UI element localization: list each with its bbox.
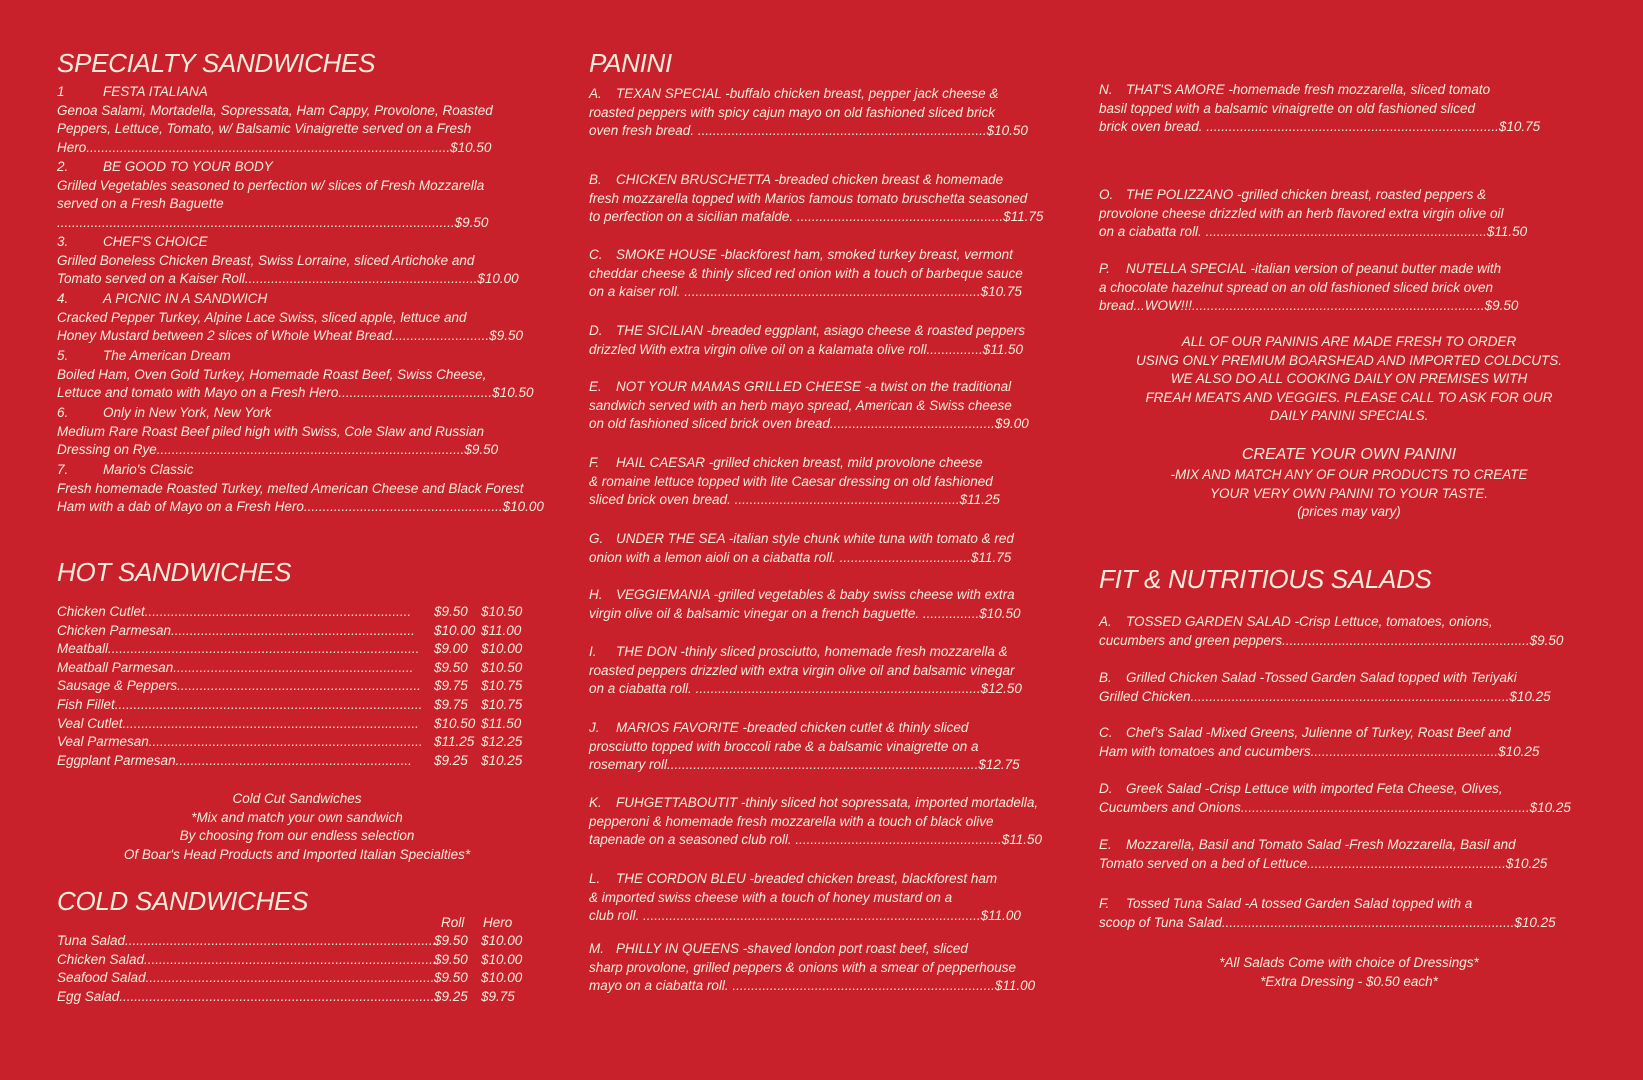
- panini-item: [1099, 81, 1589, 137]
- panini-description-line: oven fresh bread. .............................................................................$10.50: [589, 123, 1028, 138]
- item-letter: F.: [589, 455, 600, 470]
- item-letter: A.: [1099, 614, 1112, 629]
- panini-item: [589, 643, 1079, 699]
- panini-item-title-line: [589, 378, 1079, 397]
- sandwich-name: Tuna Salad...................................................................................: [57, 933, 437, 948]
- small-price: $9.00: [434, 641, 468, 657]
- item-letter: A.: [589, 86, 602, 101]
- specialty-item-title: [57, 290, 547, 309]
- hot-sandwiches-heading: HOT SANDWICHES: [57, 557, 292, 587]
- item-name: CHEF'S CHOICE: [103, 234, 208, 249]
- item-letter: N.: [1099, 82, 1113, 97]
- salad-name: Grilled Chicken Salad -Tossed Garden Salad topped with Teriyaki: [1126, 670, 1517, 685]
- specialty-item-title: [57, 404, 547, 423]
- item-description-line: ..........................................................................................................$9.50: [57, 214, 489, 230]
- item-description-line: Peppers, Lettuce, Tomato, w/ Balsamic Vinaigrette served on a Fresh: [57, 121, 472, 136]
- sandwich-name: Eggplant Parmesan...............................................................: [57, 752, 412, 768]
- item-description-line: Hero.................................................................................................$10.50: [57, 139, 492, 155]
- roll-price: $9.25: [434, 988, 468, 1004]
- small-price: $9.50: [434, 659, 468, 675]
- panini-item: [589, 378, 1079, 434]
- sandwich-name: Chicken Cutlet.......................................................................: [57, 604, 412, 619]
- item-name: Mario's Classic: [103, 462, 194, 477]
- item-letter: F.: [1099, 896, 1110, 911]
- specialty-item-title: [57, 461, 547, 480]
- large-price: $10.25: [481, 752, 523, 768]
- panini-description-line: roasted peppers with spicy cajun mayo on old fashioned sliced brick: [589, 104, 995, 120]
- panini-description-line: brick oven bread. ..............................................................................$10.75: [1099, 119, 1541, 134]
- note-line: Of Boar's Head Products and Imported Italian Specialties*: [123, 846, 471, 862]
- item-letter: C.: [1099, 725, 1113, 740]
- panini-description-line: sandwich served with an herb mayo spread, American & Swiss cheese: [589, 397, 1012, 413]
- large-price: $11.00: [481, 622, 522, 638]
- item-description-line: Dressing on Rye..................................................................................$9.50: [57, 442, 499, 457]
- salad-name: Chef's Salad -Mixed Greens, Julienne of Turkey, Roast Beef and: [1126, 725, 1511, 740]
- salad-item: [1099, 895, 1599, 932]
- panini-item: [589, 246, 1079, 302]
- specialty-item: [57, 83, 547, 157]
- panini-description-line: provolone cheese drizzled with an herb flavored extra virgin olive oil: [1099, 205, 1504, 221]
- create-line: (prices may vary): [1297, 504, 1401, 519]
- salad-item: [1099, 724, 1599, 761]
- panini-description-line: to perfection on a sicilian mafalde. .......................................................$11.75: [589, 209, 1044, 224]
- panini-description-line: sliced brick oven bread. ............................................................$11.25: [589, 492, 1000, 507]
- salad-description-line: Ham with tomatoes and cucumbers..................................................$10.25: [1099, 743, 1540, 759]
- salad-item-title-line: [1099, 724, 1599, 743]
- salad-name: Tossed Tuna Salad -A tossed Garden Salad topped with a: [1126, 896, 1473, 911]
- item-letter: M.: [589, 941, 604, 956]
- panini-name: FUHGETTABOUTIT -thinly sliced hot sopressata, imported mortadella,: [616, 795, 1039, 810]
- item-number: 1: [57, 84, 65, 99]
- specialty-item: [57, 290, 547, 346]
- panini-item: [589, 454, 1079, 510]
- salad-description-line: Cucumbers and Onions.............................................................................$10.25: [1099, 799, 1571, 815]
- note-line: Cold Cut Sandwiches: [232, 791, 362, 806]
- small-price: $10.50: [434, 715, 476, 731]
- panini-item: [589, 530, 1079, 567]
- panini-description-line: sharp provolone, grilled peppers & onions with a smear of pepperhouse: [589, 959, 1017, 975]
- salad-dressing-note: [1099, 954, 1599, 991]
- item-description-line: Lettuce and tomato with Mayo on a Fresh Hero.........................................$10.50: [57, 385, 534, 400]
- item-letter: B.: [1099, 670, 1112, 685]
- specialty-item: [57, 461, 547, 517]
- panini-name: THE DON -thinly sliced prosciutto, homemade fresh mozzarella &: [616, 644, 1008, 659]
- panini-description-line: a chocolate hazelnut spread on an old fashioned sliced brick oven: [1099, 279, 1494, 295]
- item-letter: C.: [589, 247, 603, 262]
- panini-item: [589, 171, 1079, 227]
- panini-item-title-line: [589, 719, 1079, 738]
- cold-cut-note: [57, 790, 537, 864]
- item-letter: O.: [1099, 187, 1114, 202]
- salad-name: Mozzarella, Basil and Tomato Salad -Fresh Mozzarella, Basil and: [1126, 837, 1516, 852]
- panini-item-title-line: [589, 586, 1079, 605]
- notice-line: FREAH MEATS AND VEGGIES. PLEASE CALL TO ASK FOR OUR: [1145, 389, 1553, 405]
- specialty-item: [57, 233, 547, 289]
- create-line: -MIX AND MATCH ANY OF OUR PRODUCTS TO CREATE: [1170, 467, 1528, 482]
- salads-heading: FIT & NUTRITIOUS SALADS: [1099, 564, 1432, 594]
- panini-name: SMOKE HOUSE -blackforest ham, smoked turkey breast, vermont: [616, 247, 1013, 262]
- salad-description-line: scoop of Tuna Salad..............................................................................$10.25: [1099, 914, 1556, 930]
- panini-name: THAT'S AMORE -homemade fresh mozzarella, sliced tomato: [1126, 82, 1491, 97]
- item-letter: G.: [589, 531, 604, 546]
- item-description-line: Genoa Salami, Mortadella, Sopressata, Ham Cappy, Provolone, Roasted: [57, 102, 493, 118]
- panini-item-title-line: [589, 85, 1079, 104]
- panini-item-title-line: [589, 322, 1079, 341]
- item-description-line: served on a Fresh Baguette: [57, 196, 224, 211]
- item-letter: D.: [589, 323, 603, 338]
- panini-item: [589, 870, 1079, 926]
- item-description-line: Boiled Ham, Oven Gold Turkey, Homemade Roast Beef, Swiss Cheese,: [57, 366, 487, 382]
- panini-item-title-line: [589, 643, 1079, 662]
- salad-item-title-line: [1099, 669, 1599, 688]
- sandwich-name: Chicken Parmesan.................................................................: [57, 622, 415, 638]
- panini-name: NUTELLA SPECIAL -italian version of peanut butter made with: [1126, 261, 1502, 276]
- panini-description-line: basil topped with a balsamic vinaigrette on old fashioned sliced: [1099, 100, 1475, 116]
- hero-price: $10.00: [481, 951, 523, 967]
- panini-item-title-line: [1099, 81, 1589, 100]
- panini-item: [589, 322, 1079, 359]
- panini-item: [1099, 186, 1589, 242]
- panini-item-title-line: [589, 171, 1079, 190]
- small-price: $9.25: [434, 752, 468, 768]
- notice-line: WE ALSO DO ALL COOKING DAILY ON PREMISES WITH: [1170, 371, 1528, 386]
- cold-sandwich-row: [57, 989, 537, 1008]
- panini-description-line: on a ciabatta roll. ............................................................................$12.50: [589, 681, 1022, 696]
- panini-description-line: roasted peppers drizzled with extra virgin olive oil and balsamic vinegar: [589, 662, 1015, 678]
- small-price: $11.25: [434, 734, 475, 750]
- note-line: By choosing from our endless selection: [179, 828, 415, 843]
- cold-roll-header: Roll: [441, 915, 465, 930]
- panini-description-line: cheddar cheese & thinly sliced red onion with a touch of barbeque sauce: [589, 265, 1023, 281]
- hot-sandwich-row: [57, 660, 537, 679]
- item-letter: E.: [589, 379, 602, 394]
- item-description-line: Grilled Boneless Chicken Breast, Swiss Lorraine, sliced Artichoke and: [57, 252, 475, 268]
- sandwich-name: Chicken Salad..............................................................................: [57, 951, 437, 967]
- roll-price: $9.50: [434, 970, 468, 986]
- item-letter: H.: [589, 587, 603, 602]
- panini-item: [589, 586, 1079, 623]
- panini-item-title-line: [1099, 260, 1589, 279]
- hot-sandwich-row: [57, 623, 537, 642]
- roll-price: $9.50: [434, 933, 468, 948]
- sandwich-name: Meatball...................................................................................: [57, 641, 420, 657]
- large-price: $11.50: [481, 715, 522, 731]
- panini-name: NOT YOUR MAMAS GRILLED CHEESE -a twist on the traditional: [616, 379, 1012, 394]
- panini-name: VEGGIEMANIA -grilled vegetables & baby swiss cheese with extra: [616, 587, 1015, 602]
- hot-sandwich-row: [57, 697, 537, 716]
- salad-item: [1099, 669, 1599, 706]
- item-number: 6.: [57, 405, 69, 420]
- item-number: 5.: [57, 348, 69, 363]
- panini-description-line: pepperoni & homemade fresh mozzarella with a touch of black olive: [589, 813, 994, 829]
- item-number: 4.: [57, 291, 69, 306]
- panini-description-line: on a kaiser roll. ...............................................................................$10.75: [589, 284, 1022, 299]
- specialty-item-title: [57, 83, 547, 102]
- panini-description-line: & imported swiss cheese with a touch of honey mustard on a: [589, 889, 953, 905]
- specialty-item-title: [57, 233, 547, 252]
- item-letter: K.: [589, 795, 602, 810]
- panini-item-title-line: [589, 870, 1079, 889]
- hot-sandwich-row: [57, 734, 537, 753]
- roll-price: $9.50: [434, 951, 468, 967]
- item-letter: I.: [589, 644, 597, 659]
- salad-item: [1099, 780, 1599, 817]
- panini-description-line: prosciutto topped with broccoli rabe & a balsamic vinaigrette on a: [589, 738, 979, 754]
- panini-description-line: on old fashioned sliced brick oven bread............................................$9.00: [589, 416, 1029, 431]
- specialty-item: [57, 404, 547, 460]
- panini-item: [589, 940, 1079, 996]
- item-letter: J.: [589, 720, 600, 735]
- panini-name: TEXAN SPECIAL -buffalo chicken breast, pepper jack cheese &: [616, 86, 999, 101]
- create-your-own-panini-text: [1099, 466, 1599, 522]
- panini-description-line: onion with a lemon aioli on a ciabatta roll. ...................................$11.75: [589, 549, 1012, 565]
- cold-sandwich-row: [57, 952, 537, 971]
- small-price: $9.50: [434, 604, 468, 619]
- large-price: $10.50: [481, 604, 523, 619]
- salad-item-title-line: [1099, 836, 1599, 855]
- panini-name: THE POLIZZANO -grilled chicken breast, roasted peppers &: [1126, 187, 1487, 202]
- item-letter: B.: [589, 172, 602, 187]
- salad-description-line: Grilled Chicken.....................................................................................$10.25: [1099, 688, 1551, 704]
- sandwich-name: Fish Fillet..................................................................................: [57, 697, 423, 712]
- item-number: 7.: [57, 462, 69, 477]
- salad-item: [1099, 613, 1599, 650]
- large-price: $10.75: [481, 678, 523, 694]
- notice-line: USING ONLY PREMIUM BOARSHEAD AND IMPORTED COLDCUTS.: [1135, 352, 1563, 368]
- specialty-sandwiches-heading: SPECIALTY SANDWICHES: [57, 48, 376, 78]
- cold-hero-header: Hero: [483, 915, 513, 930]
- specialty-item: [57, 158, 547, 232]
- sandwich-name: Veal Cutlet...............................................................................: [57, 715, 419, 731]
- panini-name: THE CORDON BLEU -breaded chicken breast, blackforest ham: [616, 871, 998, 886]
- panini-name: CHICKEN BRUSCHETTA -breaded chicken breast & homemade: [616, 172, 1004, 187]
- sandwich-name: Sausage & Peppers.................................................................: [57, 678, 421, 694]
- salad-item-title-line: [1099, 780, 1599, 799]
- item-letter: L.: [589, 871, 601, 886]
- item-description-line: Medium Rare Roast Beef piled high with Swiss, Cole Slaw and Russian: [57, 423, 484, 439]
- panini-description-line: bread...WOW!!!..............................................................................$9.50: [1099, 298, 1519, 313]
- item-name: FESTA ITALIANA: [103, 84, 208, 99]
- notice-line: ALL OF OUR PANINIS ARE MADE FRESH TO ORDER: [1181, 334, 1517, 349]
- sandwich-name: Seafood Salad..............................................................................: [57, 970, 439, 986]
- item-name: A PICNIC IN A SANDWICH: [103, 291, 268, 306]
- hot-sandwich-row: [57, 716, 537, 735]
- panini-description-line: on a ciabatta roll. ...........................................................................$11.50: [1099, 224, 1528, 239]
- panini-description-line: & romaine lettuce topped with lite Caesar dressing on old fashioned: [589, 473, 993, 489]
- create-your-own-panini-heading: CREATE YOUR OWN PANINI: [1241, 446, 1457, 463]
- hero-price: $9.75: [481, 988, 515, 1004]
- item-letter: D.: [1099, 781, 1113, 796]
- panini-name: UNDER THE SEA -italian style chunk white tuna with tomato & red: [616, 531, 1014, 546]
- item-letter: E.: [1099, 837, 1112, 852]
- salad-item-title-line: [1099, 613, 1599, 632]
- panini-item: [589, 719, 1079, 775]
- small-price: $9.75: [434, 678, 468, 694]
- item-number: 3.: [57, 234, 69, 249]
- panini-item-title-line: [1099, 186, 1589, 205]
- panini-name: PHILLY IN QUEENS -shaved london port roast beef, sliced: [616, 941, 968, 956]
- salad-description-line: cucumbers and green peppers..................................................................$9.50: [1099, 632, 1564, 648]
- sandwich-name: Egg Salad.....................................................................................: [57, 988, 439, 1004]
- panini-description-line: virgin olive oil & balsamic vinegar on a french baguette. ...............$10.50: [589, 605, 1021, 621]
- sandwich-name: Meatball Parmesan................................................................: [57, 659, 414, 675]
- panini-description-line: mayo on a ciabatta roll. ......................................................................$11.00: [589, 978, 1036, 993]
- salad-item-title-line: [1099, 895, 1599, 914]
- large-price: $10.75: [481, 697, 523, 712]
- panini-item: [589, 85, 1079, 141]
- small-price: $9.75: [434, 697, 468, 712]
- small-price: $10.00: [434, 622, 476, 638]
- item-name: Only in New York, New York: [103, 405, 272, 420]
- panini-item-title-line: [589, 246, 1079, 265]
- panini-heading: PANINI: [589, 48, 672, 78]
- hot-sandwich-row: [57, 678, 537, 697]
- panini-notice: [1099, 333, 1599, 426]
- notice-line: DAILY PANINI SPECIALS.: [1269, 408, 1429, 423]
- hero-price: $10.00: [481, 970, 523, 986]
- panini-description-line: club roll. ..........................................................................................$11.00: [589, 908, 1021, 923]
- salad-note-line: *All Salads Come with choice of Dressings*: [1219, 955, 1479, 970]
- salad-item: [1099, 836, 1599, 873]
- salad-note-line: *Extra Dressing - $0.50 each*: [1260, 973, 1438, 989]
- panini-item-title-line: [589, 530, 1079, 549]
- panini-name: THE SICILIAN -breaded eggplant, asiago cheese & roasted peppers: [616, 323, 1025, 338]
- specialty-item-title: [57, 158, 547, 177]
- cold-sandwich-row: [57, 933, 537, 952]
- large-price: $12.25: [481, 734, 523, 750]
- panini-item-title-line: [589, 794, 1079, 813]
- item-letter: P.: [1099, 261, 1111, 276]
- cold-sandwiches-heading: COLD SANDWICHES: [57, 886, 309, 916]
- cold-sandwich-row: [57, 970, 537, 989]
- hot-sandwich-row: [57, 604, 537, 623]
- item-description-line: Honey Mustard between 2 slices of Whole Wheat Bread..........................$9.50: [57, 328, 523, 343]
- panini-item: [1099, 260, 1589, 316]
- salad-name: Greek Salad -Crisp Lettuce with imported Feta Cheese, Olives,: [1126, 781, 1503, 796]
- item-name: The American Dream: [103, 348, 231, 363]
- panini-description-line: fresh mozzarella topped with Marios famous tomato bruschetta seasoned: [589, 190, 1028, 206]
- salad-description-line: Tomato served on a bed of Lettuce.....................................................$10.25: [1099, 855, 1548, 871]
- panini-item-title-line: [589, 454, 1079, 473]
- salad-name: TOSSED GARDEN SALAD -Crisp Lettuce, tomatoes, onions,: [1126, 614, 1493, 629]
- panini-description-line: rosemary roll...................................................................................$12.75: [589, 757, 1020, 772]
- item-name: BE GOOD TO YOUR BODY: [103, 159, 273, 174]
- item-description-line: Tomato served on a Kaiser Roll..............................................................$10.00: [57, 271, 519, 286]
- item-description-line: Cracked Pepper Turkey, Alpine Lace Swiss, sliced apple, lettuce and: [57, 309, 467, 325]
- item-number: 2.: [57, 159, 69, 174]
- panini-item: [589, 794, 1079, 850]
- sandwich-name: Veal Parmesan.........................................................................: [57, 734, 423, 750]
- panini-item-title-line: [589, 940, 1079, 959]
- note-line: *Mix and match your own sandwich: [191, 809, 403, 825]
- hot-sandwich-row: [57, 753, 537, 772]
- specialty-item: [57, 347, 547, 403]
- panini-description-line: tapenade on a seasoned club roll. .......................................................$11.50: [589, 832, 1042, 847]
- panini-name: HAIL CAESAR -grilled chicken breast, mild provolone cheese: [616, 455, 983, 470]
- item-description-line: Ham with a dab of Mayo on a Fresh Hero.....................................................$10.00: [57, 499, 544, 514]
- hero-price: $10.00: [481, 933, 523, 948]
- create-line: YOUR VERY OWN PANINI TO YOUR TASTE.: [1209, 485, 1489, 501]
- item-description-line: Fresh homemade Roasted Turkey, melted American Cheese and Black Forest: [57, 480, 524, 496]
- large-price: $10.50: [481, 659, 523, 675]
- hot-sandwich-row: [57, 641, 537, 660]
- large-price: $10.00: [481, 641, 523, 657]
- panini-name: MARIOS FAVORITE -breaded chicken cutlet & thinly sliced: [616, 720, 969, 735]
- panini-description-line: drizzled With extra virgin olive oil on a kalamata olive roll...............$11.50: [589, 341, 1024, 357]
- item-description-line: Grilled Vegetables seasoned to perfection w/ slices of Fresh Mozzarella: [57, 177, 485, 193]
- specialty-item-title: [57, 347, 547, 366]
